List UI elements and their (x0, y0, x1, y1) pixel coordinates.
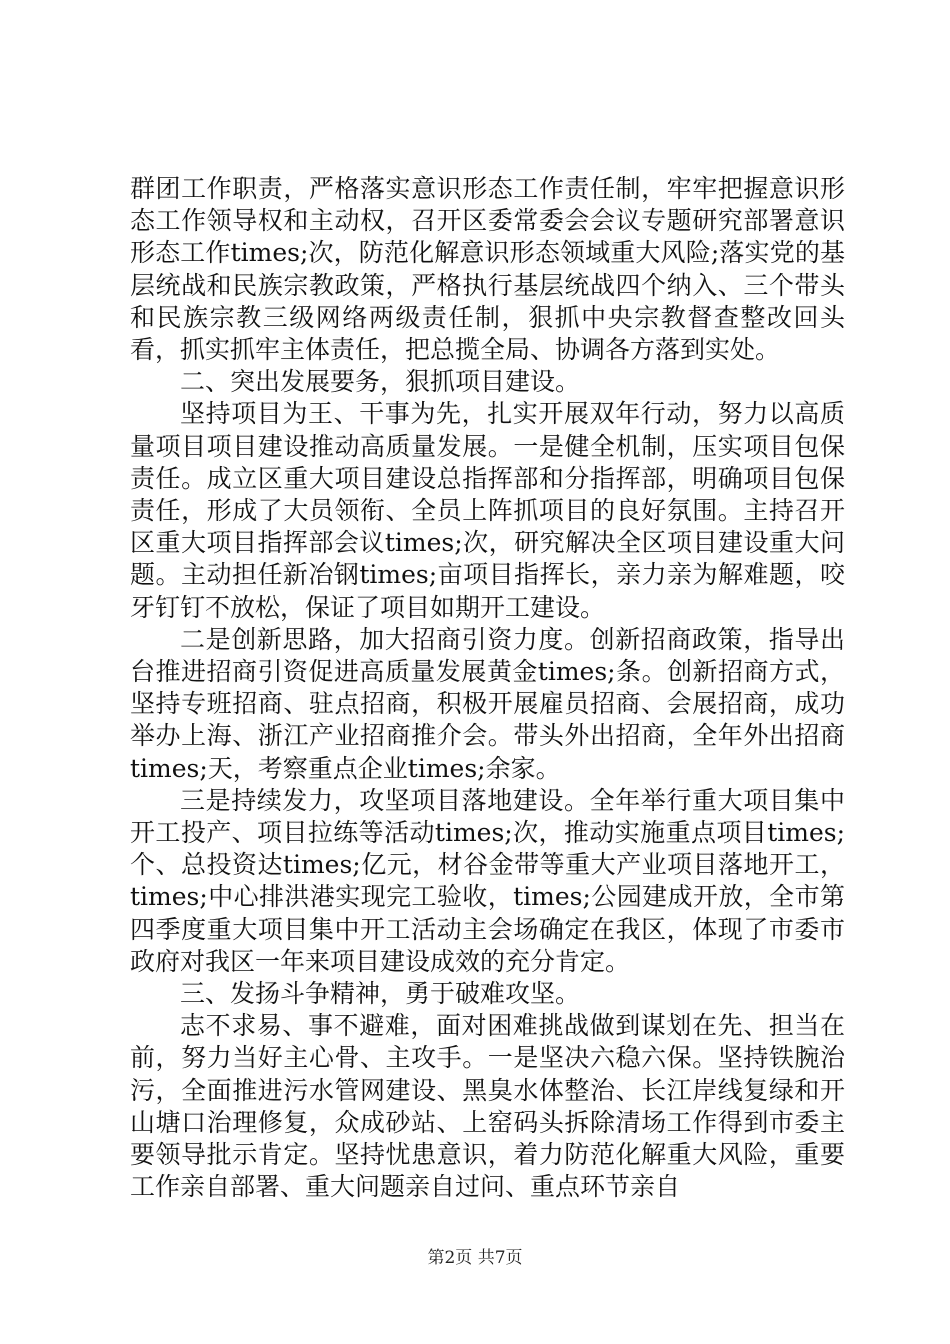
section-heading: 三、发扬斗争精神，勇于破难攻坚。 (180, 979, 581, 1009)
page-footer: 第2页 共7页 (427, 1248, 523, 1268)
paragraph: 志不求易、事不避难，面对困难挑战做到谋划在先、担当在前，努力当好主心骨、主攻手。一是坚决六稳六保。坚持铁腕治污，全面推进污水管网建设、黑臭水体整治、长江岸线复绿和开山塘口治理修复，众成砂站、上窑码头拆除清场工作得到市委主要领导批示肯定。坚持忧患意识，着力防范化解重大风险，重要工作亲自部署、重大问题亲自过问、重点环节亲自 (130, 1011, 845, 1202)
paragraph: 二是创新思路，加大招商引资力度。创新招商政策，指导出台推进招商引资促进高质量发展黄金times;条。创新招商方式，坚持专班招商、驻点招商，积极开展雇员招商、会展招商，成功举办上海、浙江产业招商推介会。带头外出招商，全年外出招商times;天，考察重点企业times;余家。 (130, 624, 845, 783)
section-heading: 二、突出发展要务，狠抓项目建设。 (180, 367, 581, 397)
paragraph: 坚持项目为王、干事为先，扎实开展双年行动，努力以高质量项目项目建设推动高质量发展。一是健全机制，压实项目包保责任。成立区重大项目建设总指挥部和分指挥部，明确项目包保责任，形成了大员领衔、全员上阵抓项目的良好氛围。主持召开区重大项目指挥部会议times;次，研究解决全区项目建设重大问题。主动担任新冶钢times;亩项目指挥长，亲力亲为解难题，咬牙钉钉不放松，保证了项目如期开工建设。 (130, 399, 845, 622)
paragraph: 群团工作职责，严格落实意识形态工作责任制，牢牢把握意识形态工作领导权和主动权，召开区委常委会会议专题研究部署意识形态工作times;次，防范化解意识形态领域重大风险;落实党的基层统战和民族宗教政策，严格执行基层统战四个纳入、三个带头和民族宗教三级网络两级责任制，狠抓中央宗教督查整改回头看，抓实抓牢主体责任，把总揽全局、协调各方落到实处。 (130, 174, 845, 365)
document-body (130, 173, 845, 1204)
paragraph: 三是持续发力，攻坚项目落地建设。全年举行重大项目集中开工投产、项目拉练等活动times;次，推动实施重点项目times;个、总投资达times;亿元，材谷金带等重大产业项目落地开工，times;中心排洪港实现完工验收，times;公园建成开放，全市第四季度重大项目集中开工活动主会场确定在我区，体现了市委市政府对我区一年来项目建设成效的充分肯定。 (130, 785, 845, 976)
